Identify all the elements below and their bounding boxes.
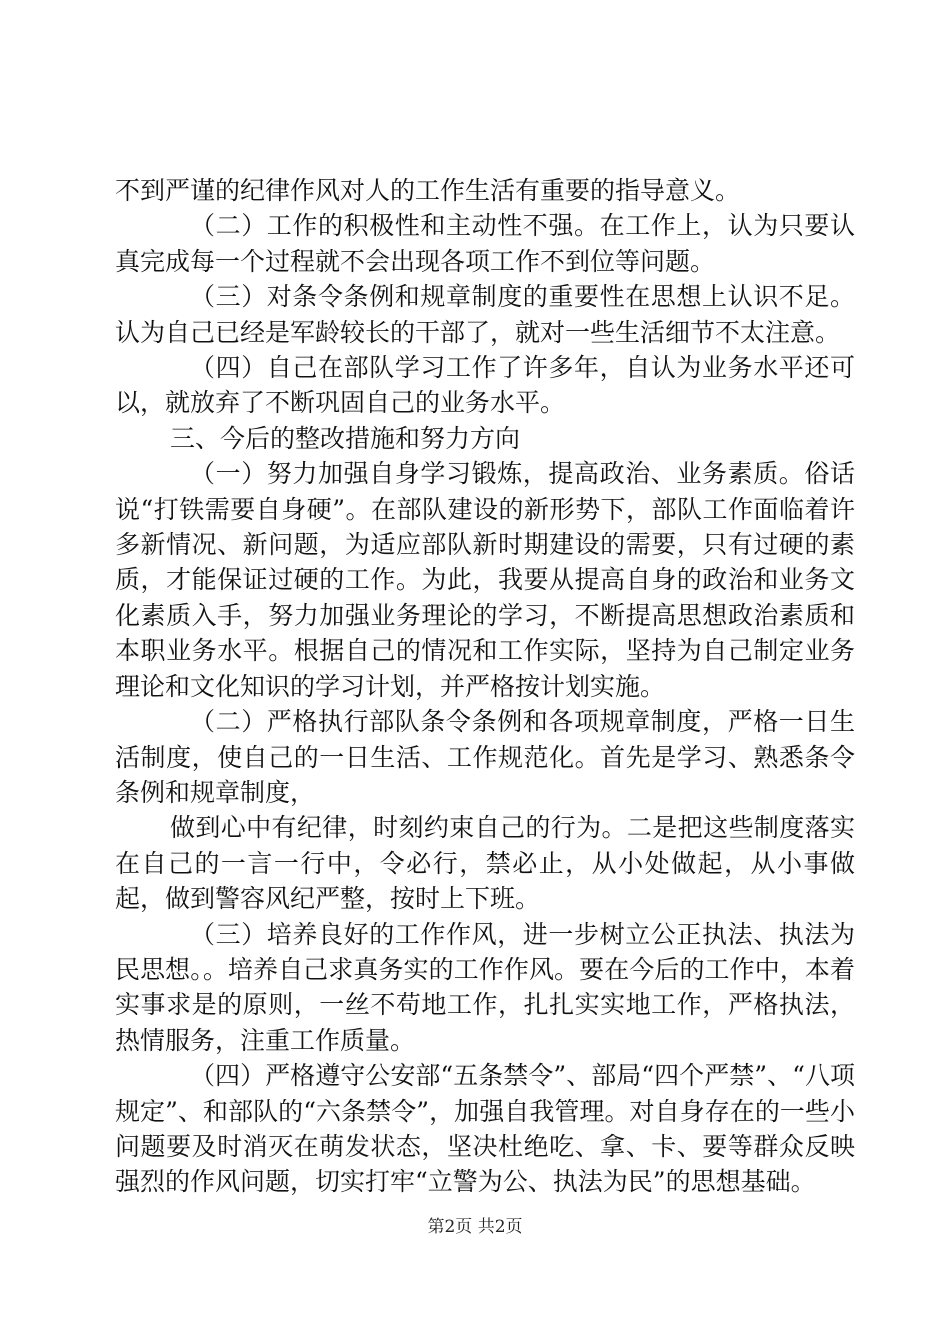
- page-footer: 第2页 共2页: [427, 1217, 523, 1237]
- paragraph-measure-two: （二）严格执行部队条令条例和各项规章制度，严格一日生活制度，使自己的一日生活、工作规范化。首先是学习、熟悉条令条例和规章制度，: [115, 707, 855, 807]
- paragraph-item-two: （二）工作的积极性和主动性不强。在工作上，认为只要认真完成每一个过程就不会出现各项工作不到位等问题。: [115, 211, 855, 276]
- paragraph-measure-one: （一）努力加强自身学习锻炼，提高政治、业务素质。俗话说“打铁需要自身硬”。在部队建设的新形势下，部队工作面临着许多新情况、新问题，为适应部队新时期建设的需要，只有过硬的素质，才能保证过硬的工作。为此，我要从提高自身的政治和业务文化素质入手，努力加强业务理论的学习，不断提高思想政治素质和本职业务水平。根据自己的情况和工作实际，坚持为自己制定业务理论和文化知识的学习计划，并严格按计划实施。: [115, 459, 855, 701]
- section-heading: 三、今后的整改措施和努力方向: [170, 423, 521, 453]
- paragraph-measure-three: （三）培养良好的工作作风，进一步树立公正执法、执法为民思想。。培养自己求真务实的工作作风。要在今后的工作中，本着实事求是的原则，一丝不苟地工作，扎扎实实地工作，严格执法，热情服务，注重工作质量。: [115, 919, 855, 1055]
- paragraph-item-four: （四）自己在部队学习工作了许多年，自认为业务水平还可以，就放弃了不断巩固自己的业务水平。: [115, 353, 855, 418]
- paragraph-measure-four: （四）严格遵守公安部“五条禁令”、部局“四个严禁”、“八项规定”、和部队的“六条禁令”，加强自我管理。对自身存在的一些小问题要及时消灭在萌发状态，坚决杜绝吃、拿、卡、要等群众反映强烈的作风问题，切实打牢“立警为公、执法为民”的思想基础。: [115, 1061, 855, 1197]
- document-body: [115, 173, 855, 1200]
- paragraph-measure-two-continued: 做到心中有纪律，时刻约束自己的行为。二是把这些制度落实在自己的一言一行中，令必行，禁必止，从小处做起，从小事做起，做到警容风纪严整，按时上下班。: [115, 813, 855, 914]
- paragraph-continuation: 不到严谨的纪律作风对人的工作生活有重要的指导意义。: [115, 176, 741, 205]
- paragraph-item-three: （三）对条令条例和规章制度的重要性在思想上认识不足。认为自己已经是军龄较长的干部了，就对一些生活细节不太注意。: [115, 282, 855, 347]
